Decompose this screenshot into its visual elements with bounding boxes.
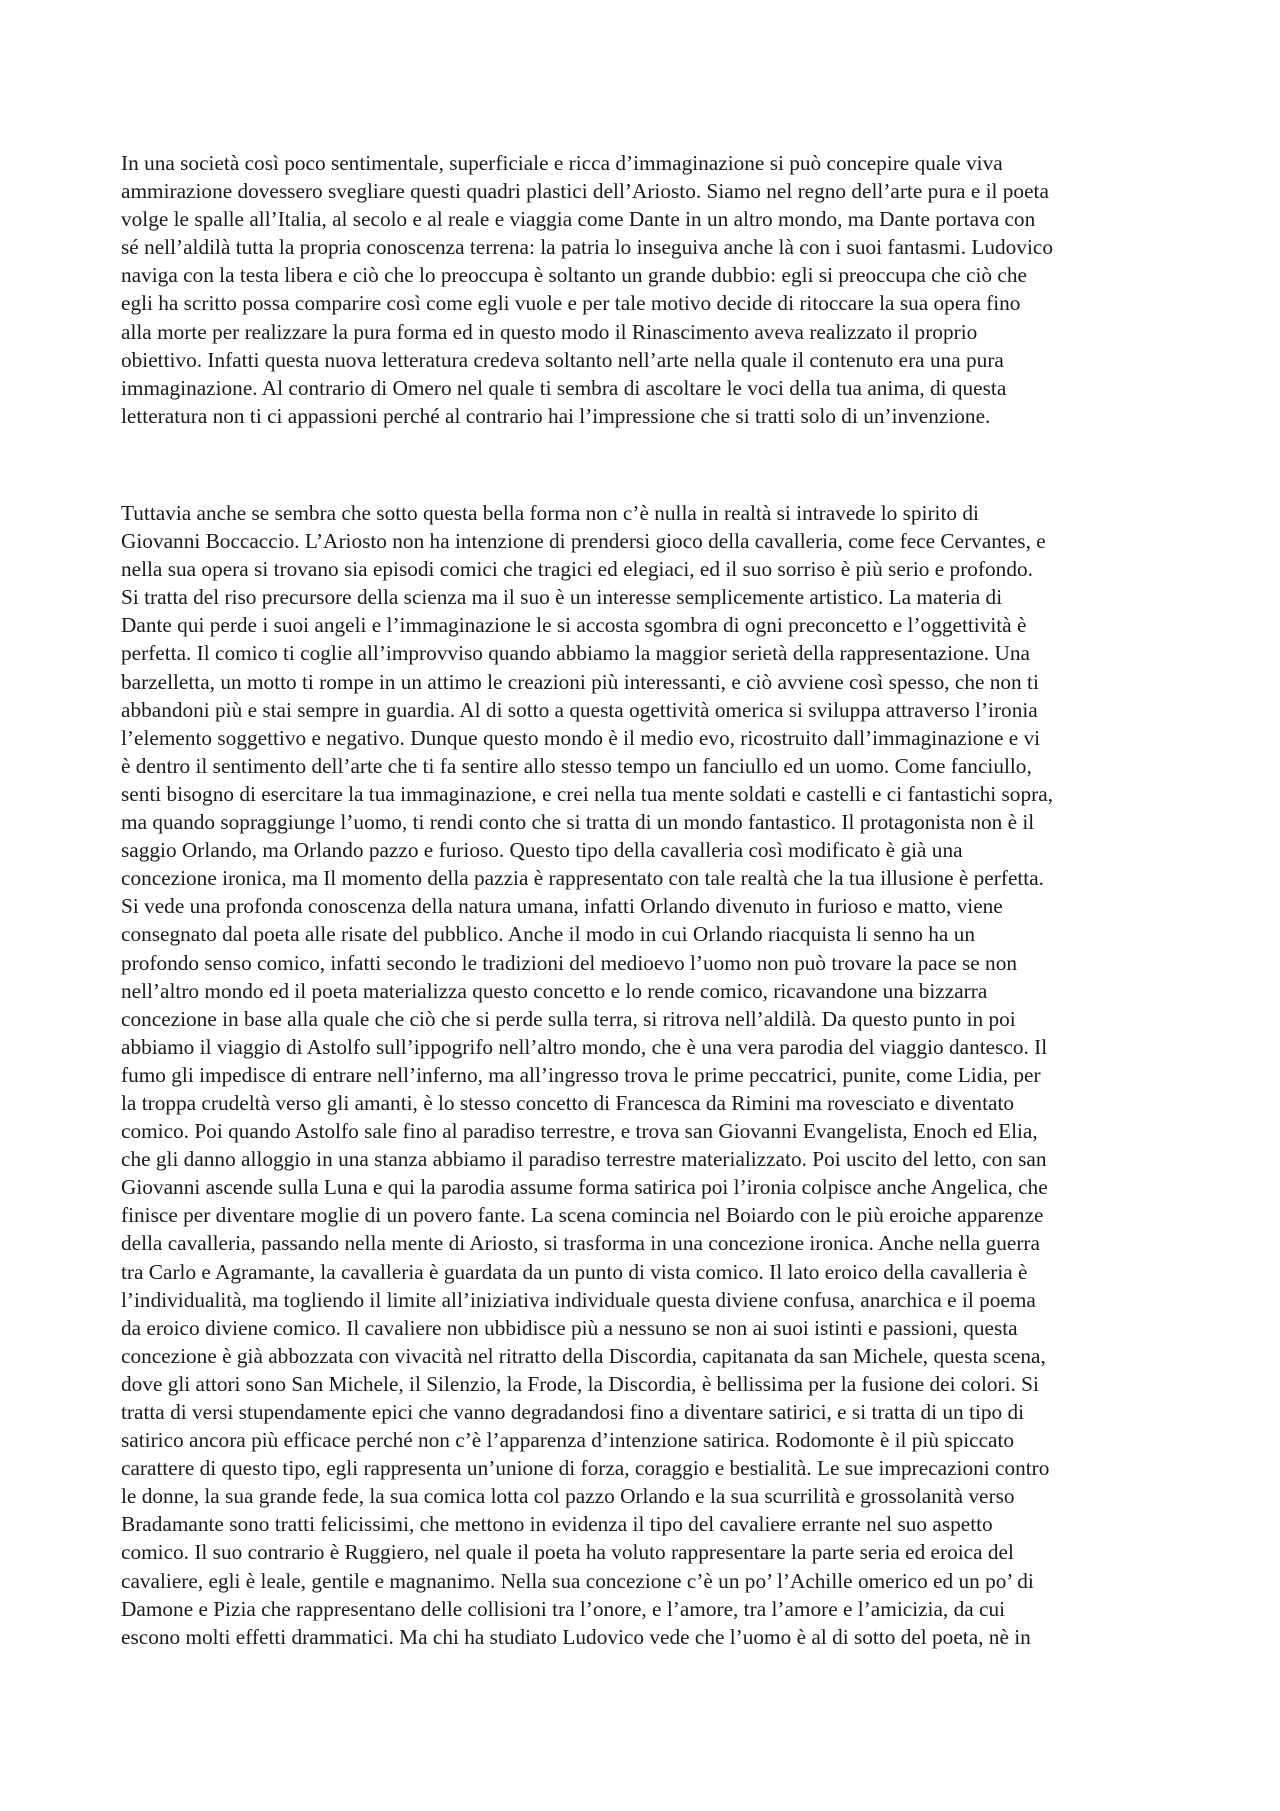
text-line: da eroico diviene comico. Il cavaliere non ubbidisce più a nessuno se non ai suoi istinti e passioni, questa [121, 1315, 1018, 1340]
text-line: cavaliere, egli è leale, gentile e magnanimo. Nella sua concezione c’è un po’ l’Achille omerico ed un po’ di [121, 1568, 1034, 1593]
text-line: saggio Orlando, ma Orlando pazzo e furioso. Questo tipo della cavalleria così modificato è già una [121, 838, 963, 863]
text-line: finisce per diventare moglie di un povero fante. La scena comincia nel Boiardo con le più eroiche apparenze [121, 1203, 1044, 1228]
text-line: la troppa crudeltà verso gli amanti, è lo stesso concetto di Francesca da Rimini ma rovesciato e diventato [121, 1090, 1015, 1115]
text-line: abbiamo il viaggio di Astolfo sull’ippogrifo nell’altro mondo, che è una vera parodia del viaggio dantesco. Il [121, 1034, 1048, 1059]
text-line: consegnato dal poeta alle risate del pubblico. Anche il modo in cui Orlando riacquista li senno ha un [121, 922, 976, 947]
text-line: l’elemento soggettivo e negativo. Dunque questo mondo è il medio evo, ricostruito dall’immaginazione e vi [121, 725, 1041, 750]
text-line: tratta di versi stupendamente epici che vanno degradandosi fino a diventare satirici, e si tratta di un tipo di [121, 1400, 1025, 1424]
text-line: volge le spalle all’Italia, al secolo e al reale e viaggia come Dante in un altro mondo, ma Dante portava con [121, 207, 1036, 232]
text-line: l’individualità, ma togliendo il limite all’iniziativa individuale questa diviene confusa, anarchica e il poema [121, 1287, 1036, 1312]
text-line: alla morte per realizzare la pura forma ed in questo modo il Rinascimento aveva realizzato il proprio [121, 319, 978, 344]
text-line: è dentro il sentimento dell’arte che ti fa sentire allo stesso tempo un fanciullo ed un uomo. Come fanciullo, [121, 753, 1032, 778]
text-line: Si vede una profonda conoscenza della natura umana, infatti Orlando divenuto in furioso e matto, viene [121, 894, 1003, 919]
text-line: Giovanni Boccaccio. L’Ariosto non ha intenzione di prendersi gioco della cavalleria, come fece Cervantes, e [121, 529, 1046, 554]
text-line: letteratura non ti ci appassioni perché al contrario hai l’impressione che si tratti solo di un’invenzione. [121, 403, 991, 428]
text-line: concezione in base alla quale che ciò che si perde sulla terra, si ritrova nell’aldilà. Da questo punto in poi [121, 1006, 1016, 1031]
text-line: carattere di questo tipo, egli rappresenta un’unione di forza, coraggio e bestialità. Le sue imprecazioni contro [121, 1456, 1050, 1481]
text-line: concezione è già abbozzata con vivacità nel ritratto della Discordia, capitanata da san Michele, questa scena, [121, 1343, 1046, 1368]
text-line: Dante qui perde i suoi angeli e l’immaginazione le si accosta sgombra di ogni preconcetto e l’oggettività è [121, 613, 1027, 638]
paragraph-2 [121, 499, 1167, 1651]
text-line: nell’altro mondo ed il poeta materializza questo concetto e lo rende comico, ricavandone una bizzarra [121, 978, 988, 1003]
text-line: abbandoni più e stai sempre in guardia. Al di sotto a questa ogettività omerica si sviluppa attraverso l’ironia [121, 697, 1038, 722]
text-line: Damone e Pizia che rappresentano delle collisioni tra l’onore, e l’amore, tra l’amore e l’amicizia, da cui [121, 1596, 1006, 1621]
text-line: le donne, la sua grande fede, la sua comica lotta col pazzo Orlando e la sua scurrilità e grossolanità verso [121, 1484, 1015, 1509]
text-line: ma quando sopraggiunge l’uomo, ti rendi conto che si tratta di un mondo fantastico. Il protagonista non è il [121, 810, 1035, 835]
text-line: Bradamante sono tratti felicissimi, che mettono in evidenza il tipo del cavaliere errante nel suo aspetto [121, 1512, 993, 1537]
text-line: comico. Poi quando Astolfo sale fino al paradiso terrestre, e trova san Giovanni Evangelista, Enoch ed Elia, [121, 1119, 1038, 1144]
text-line: naviga con la testa libera e ciò che lo preoccupa è soltanto un grande dubbio: egli si preoccupa che ciò che [121, 263, 1027, 288]
text-line: satirico ancora più efficace perché non c’è l’apparenza d’intenzione satirica. Rodomonte è il più spiccato [121, 1428, 1015, 1453]
text-line: immaginazione. Al contrario di Omero nel quale ti sembra di ascoltare le voci della tua anima, di questa [121, 375, 1007, 400]
text-line: della cavalleria, passando nella mente di Ariosto, si trasforma in una concezione ironica. Anche nella guerra [121, 1231, 1040, 1256]
text-line: Si tratta del riso precursore della scienza ma il suo è un interesse semplicemente artistico. La materia di [121, 585, 1003, 610]
text-line: Tuttavia anche se sembra che sotto questa bella forma non c’è nulla in realtà si intravede lo spirito di [121, 501, 979, 525]
text-line: perfetta. Il comico ti coglie all’improvviso quando abbiamo la maggior serietà della rappresentazione. Una [121, 641, 1030, 666]
text-line: comico. Il suo contrario è Ruggiero, nel quale il poeta ha voluto rappresentare la parte seria ed eroica del [121, 1540, 1014, 1565]
text-line: In una società così poco sentimentale, superficiale e ricca d’immaginazione si può concepire quale viva [121, 151, 1003, 175]
text-line: ammirazione dovessero svegliare questi quadri plastici dell’Ariosto. Siamo nel regno dell’arte pura e il poeta [121, 179, 1049, 204]
text-line: profondo senso comico, infatti secondo le tradizioni del medioevo l’uomo non può trovare la pace se non [121, 950, 1017, 975]
text-line: fumo gli impedisce di entrare nell’inferno, ma all’ingresso trova le prime peccatrici, punite, come Lidia, per [121, 1062, 1041, 1087]
text-line: nella sua opera si trovano sia episodi comici che tragici ed elegiaci, ed il suo sorriso è più serio e profondo. [121, 557, 1033, 582]
text-line: senti bisogno di esercitare la tua immaginazione, e crei nella tua mente soldati e castelli e ci fantastichi sopra, [121, 781, 1053, 806]
text-line: escono molti effetti drammatici. Ma chi ha studiato Ludovico vede che l’uomo è al di sotto del poeta, nè in [121, 1624, 1031, 1649]
text-line: egli ha scritto possa comparire così come egli vuole e per tale motivo decide di ritoccare la sua opera fino [121, 291, 1021, 316]
text-line: che gli danno alloggio in una stanza abbiamo il paradiso terrestre materializzato. Poi uscito del letto, con san [121, 1147, 1047, 1172]
text-line: concezione ironica, ma Il momento della pazzia è rappresentato con tale realtà che la tua illusione è perfetta. [121, 866, 1045, 891]
text-line: obiettivo. Infatti questa nuova letteratura credeva soltanto nell’arte nella quale il contenuto era una pura [121, 347, 1004, 372]
text-line: Giovanni ascende sulla Luna e qui la parodia assume forma satirica poi l’ironia colpisce anche Angelica, che [121, 1175, 1048, 1200]
text-line: tra Carlo e Agramante, la cavalleria è guardata da un punto di vista comico. Il lato eroico della cavalleria è [121, 1259, 1028, 1284]
paragraph-1 [121, 149, 1167, 430]
text-line: dove gli attori sono San Michele, il Silenzio, la Frode, la Discordia, è bellissima per la fusione dei colori. Si [121, 1371, 1039, 1396]
text-line: sé nell’aldilà tutta la propria conoscenza terrena: la patria lo inseguiva anche là con i suoi fantasmi. Ludovico [121, 235, 1053, 260]
text-line: barzelletta, un motto ti rompe in un attimo le creazioni più interessanti, e ciò avviene così spesso, che non ti [121, 669, 1039, 694]
